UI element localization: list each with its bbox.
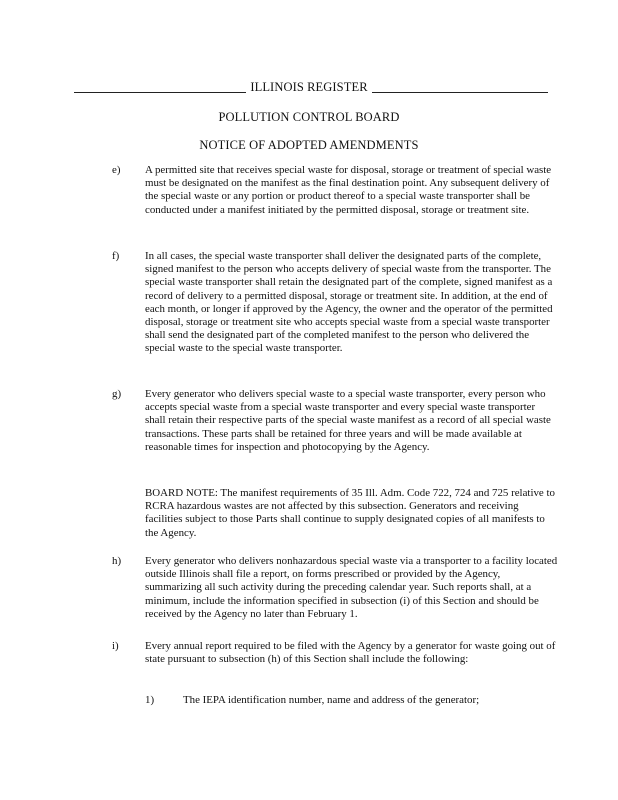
paragraph-text: Every annual report required to be filed with the Agency by a generator for waste going out of state pursuant to subsection (h) of this Section shall include the following: — [145, 640, 556, 666]
register-heading — [0, 78, 618, 93]
paragraph-label: g) — [112, 388, 122, 400]
paragraph-label: e) — [112, 164, 121, 176]
paragraph-i — [112, 640, 558, 666]
paragraph-text: A permitted site that receives special waste for disposal, storage or treatment of special waste must be designated on the manifest as the final destination point. Any subsequent delivery of the special waste or any portion or product thereof to a special waste transporter shall be conducted under a manifest initiated by the permitted disposal, storage or treatment site. — [145, 164, 552, 216]
register-title: ILLINOIS REGISTER — [246, 80, 371, 94]
subparagraph-text: The IEPA identification number, name and address of the generator; — [183, 694, 480, 706]
paragraph-f — [112, 250, 558, 356]
subparagraph-i-1 — [145, 694, 555, 707]
paragraph-h — [112, 555, 558, 621]
subparagraph-label: 1) — [145, 694, 155, 706]
paragraph-e — [112, 164, 558, 217]
board-heading: POLLUTION CONTROL BOARD — [218, 110, 400, 124]
paragraph-text: In all cases, the special waste transporter shall deliver the designated parts of the complete, signed manifest to the person who accepts delivery of special waste from the transporter. The special waste transporter shall retain the designated part of the complete, signed manifest as a record of delivery to a permitted disposal, storage or treatment site. In addition, at the end of each month, or longer if approved by the Agency, the owner and the operator of the permitted disposal, storage or treatment site who accepts special waste from a special waste transporter shall send the designated part of the completed manifest to the person who delivered the special waste to the special waste transporter. — [145, 250, 553, 355]
paragraph-label: i) — [112, 640, 119, 652]
notice-heading: NOTICE OF ADOPTED AMENDMENTS — [199, 138, 419, 152]
paragraph-label: h) — [112, 555, 122, 567]
paragraph-label: f) — [112, 250, 120, 262]
paragraph-g — [112, 388, 558, 454]
paragraph-text: Every generator who delivers nonhazardous special waste via a transporter to a facility located outside Illinois shall file a report, on forms prescribed or provided by the Agency, summarizing all such activity during the preceding calendar year. Such reports shall, at a minimum, include the information specified in subsection (i) of this Section and should be received by the Agency no later than February 1. — [145, 555, 558, 620]
paragraph-text: Every generator who delivers special waste to a special waste transporter, every person who accepts special waste from a special waste transporter and every special waste transporter shall retain their respective parts of the special waste manifest as a record of all special waste transactions. These parts shall be retained for three years and will be made available at reasonable times for inspection and photocopying by the Agency. — [145, 388, 551, 453]
board-note: BOARD NOTE: The manifest requirements of 35 Ill. Adm. Code 722, 724 and 725 relative to RCRA hazardous wastes are not affected by this subsection. Generators and receiving facilities subject to those Parts shall continue to supply designated copies of all manifests to the Agency. — [145, 487, 555, 539]
